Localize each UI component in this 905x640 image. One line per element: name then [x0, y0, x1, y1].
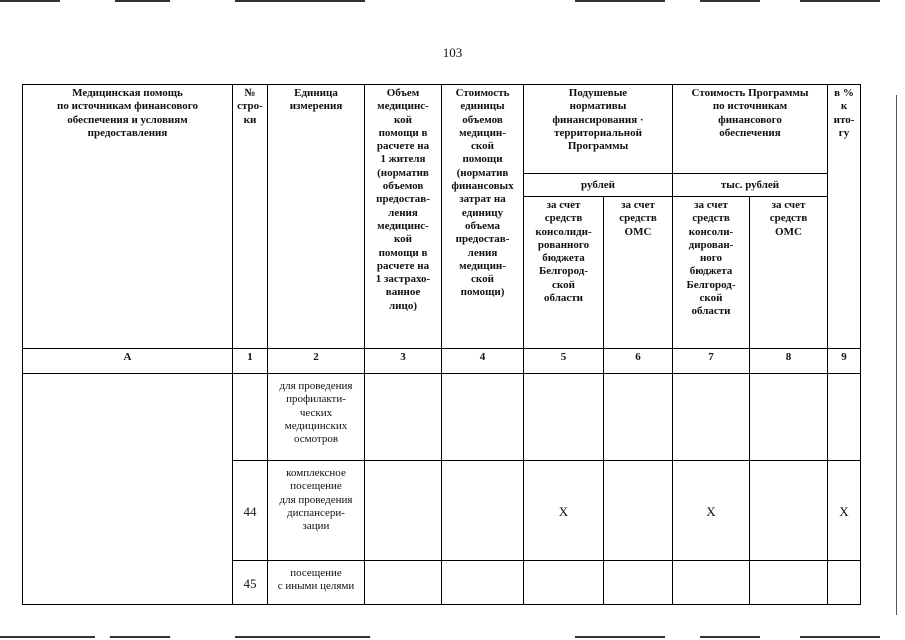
header-per-capita: Подушевые нормативы финансирования · территориальной Программы — [524, 85, 673, 174]
column-number: 7 — [673, 349, 750, 374]
header-unit: Единица измерения — [268, 85, 365, 349]
volume-cell — [365, 461, 442, 561]
col6-cell — [604, 561, 673, 605]
col7-cell — [673, 374, 750, 461]
cost-cell — [442, 374, 524, 461]
column-number: 2 — [268, 349, 365, 374]
column-number: 8 — [750, 349, 828, 374]
scan-edge-bottom — [235, 636, 370, 638]
column-number: А — [23, 349, 233, 374]
header-unit-cost: Стоимость единицы объемов медицин- ской помощи (норматив финансовых затрат на единицу объема предостав- ления медицин- ской помощи) — [442, 85, 524, 349]
scan-edge-bottom — [110, 636, 170, 638]
scan-edge-top — [0, 0, 60, 2]
col8-cell — [750, 561, 828, 605]
scan-edge-bottom — [575, 636, 665, 638]
header-line-number: № стро- ки — [233, 85, 268, 349]
line-number-cell: 45 — [233, 561, 268, 605]
col5-cell: Х — [524, 461, 604, 561]
col7-cell: Х — [673, 461, 750, 561]
scan-edge-bottom — [0, 636, 95, 638]
care-type-cell — [23, 374, 233, 605]
header-percent: в % к ито- гу — [828, 85, 861, 349]
col5-cell — [524, 561, 604, 605]
table-row — [23, 374, 861, 461]
scan-edge-top — [575, 0, 665, 2]
cost-cell — [442, 461, 524, 561]
col5-cell — [524, 374, 604, 461]
header-program-cost: Стоимость Программы по источникам финансового обеспечения — [673, 85, 828, 174]
unit-cell: посещение с иными целями — [268, 561, 365, 605]
col9-cell: Х — [828, 461, 861, 561]
header-col6-oms: за счет средств ОМС — [604, 197, 673, 349]
col8-cell — [750, 461, 828, 561]
col9-cell — [828, 561, 861, 605]
page-number: 103 — [442, 45, 463, 60]
scan-edge-bottom — [800, 636, 880, 638]
unit-cell: комплексное посещение для проведения диспансери- зации — [268, 461, 365, 561]
header-col8-oms: за счет средств ОМС — [750, 197, 828, 349]
column-number: 9 — [828, 349, 861, 374]
scan-edge-right — [896, 95, 897, 615]
col6-cell — [604, 461, 673, 561]
line-number-cell: 44 — [233, 461, 268, 561]
volume-cell — [365, 374, 442, 461]
column-number: 3 — [365, 349, 442, 374]
scan-edge-top — [115, 0, 170, 2]
financing-table — [22, 84, 861, 605]
col9-cell — [828, 374, 861, 461]
scan-edge-bottom — [700, 636, 760, 638]
header-col7-budget: за счет средств консоли- дирован- ного бюджета Белгород- ской области — [673, 197, 750, 349]
column-number: 6 — [604, 349, 673, 374]
header-volume: Объем медицинс- кой помощи в расчете на 1 жителя (норматив объемов предостав- ления медицинс- кой помощи в расчете на 1 застрахо- ванное лицо) — [365, 85, 442, 349]
header-rubles: рублей — [524, 174, 673, 197]
cost-cell — [442, 561, 524, 605]
header-thousand-rubles: тыс. рублей — [673, 174, 828, 197]
column-number: 1 — [233, 349, 268, 374]
scan-edge-top — [235, 0, 365, 2]
column-number: 4 — [442, 349, 524, 374]
scan-edge-top — [700, 0, 760, 2]
line-number-cell — [233, 374, 268, 461]
column-number: 5 — [524, 349, 604, 374]
col7-cell — [673, 561, 750, 605]
col6-cell — [604, 374, 673, 461]
header-care-type: Медицинская помощь по источникам финансового обеспечения и условиям предоставления — [23, 85, 233, 349]
col8-cell — [750, 374, 828, 461]
volume-cell — [365, 561, 442, 605]
header-col5-budget: за счет средств консолиди- рованного бюджета Белгород- ской области — [524, 197, 604, 349]
scan-edge-top — [800, 0, 880, 2]
unit-cell: для проведения профилакти- ческих медицинских осмотров — [268, 374, 365, 461]
